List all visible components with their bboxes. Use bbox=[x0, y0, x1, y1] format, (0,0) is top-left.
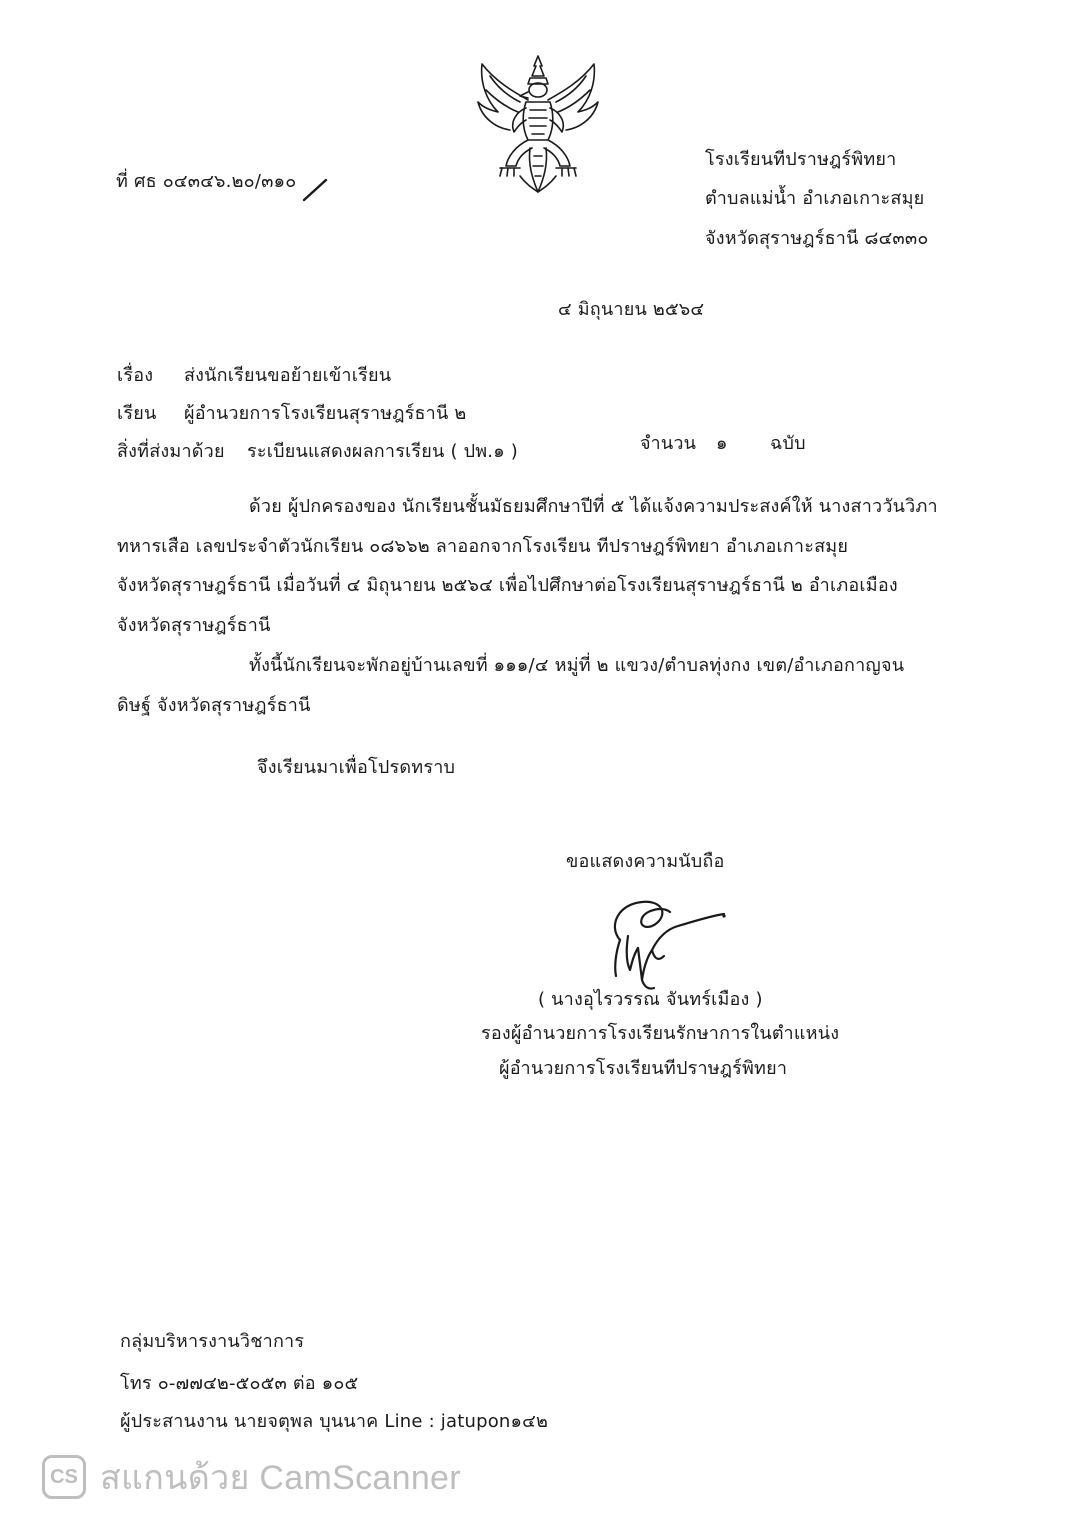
letter-date: ๔ มิถุนายน ๒๕๖๔ bbox=[558, 299, 705, 320]
regards-text: ขอแสดงความนับถือ bbox=[566, 851, 725, 872]
recipient-label: เรียน bbox=[117, 403, 157, 424]
enclosure-amount-unit: ฉบับ bbox=[770, 433, 806, 454]
closing-request: จึงเรียนมาเพื่อโปรดทราบ bbox=[257, 757, 456, 778]
body-para1-line3: จังหวัดสุราษฎร์ธานี เมื่อวันที่ ๔ มิถุนายน ๒๕๖๔ เพื่อไปศึกษาต่อโรงเรียนสุราษฎร์ธานี ๒ อำเภอเมือง bbox=[117, 575, 898, 596]
recipient-value: ผู้อำนวยการโรงเรียนสุราษฎร์ธานี ๒ bbox=[184, 403, 467, 424]
body-para1-line1: ด้วย ผู้ปกครองของ นักเรียนชั้นมัธยมศึกษาปีที่ ๕ ได้แจ้งความประสงค์ให้ นางสาววันวิภา bbox=[249, 496, 938, 517]
body-para2-line1: ทั้งนี้นักเรียนจะพักอยู่บ้านเลขที่ ๑๑๑/๔ หมู่ที่ ๒ แขวง/ตำบลทุ่งกง เขต/อำเภอกาญจน bbox=[249, 655, 905, 676]
signer-position-line1: รองผู้อำนวยการโรงเรียนรักษาการในตำแหน่ง bbox=[481, 1023, 840, 1044]
document-number: ที่ ศธ ๐๔๓๔๖.๒๐/๓๑๐ bbox=[116, 171, 297, 192]
garuda-emblem-icon bbox=[470, 52, 606, 198]
school-address-line1: ตำบลแม่น้ำ อำเภอเกาะสมุย bbox=[705, 188, 925, 209]
body-para1-line2: ทหารเสือ เลขประจำตัวนักเรียน ๐๘๖๖๒ ลาออกจากโรงเรียน ทีปราษฎร์พิทยา อำเภอเกาะสมุย bbox=[117, 536, 849, 557]
body-para2-line2: ดิษฐ์ จังหวัดสุราษฎร์ธานี bbox=[117, 695, 311, 716]
doc-number-mark bbox=[300, 176, 330, 204]
subject-label: เรื่อง bbox=[117, 365, 154, 386]
enclosure-value: ระเบียนแสดงผลการเรียน ( ปพ.๑ ) bbox=[247, 441, 519, 462]
camscanner-text: สแกนด้วย CamScanner bbox=[100, 1459, 461, 1497]
body-para1-line4: จังหวัดสุราษฎร์ธานี bbox=[117, 615, 271, 636]
subject-value: ส่งนักเรียนขอย้ายเข้าเรียน bbox=[184, 365, 392, 386]
footer-phone: โทร ๐-๗๗๔๒-๕๐๕๓ ต่อ ๑๐๕ bbox=[120, 1373, 359, 1394]
enclosure-label: สิ่งที่ส่งมาด้วย bbox=[117, 441, 225, 462]
camscanner-logo-icon: CS bbox=[42, 1455, 86, 1499]
signer-position-line2: ผู้อำนวยการโรงเรียนทีปราษฎร์พิทยา bbox=[499, 1058, 788, 1079]
enclosure-amount-value: ๑ bbox=[716, 433, 728, 454]
camscanner-watermark bbox=[42, 1452, 461, 1502]
footer-coordinator: ผู้ประสานงาน นายจตุพล บุนนาค Line : jatupon๑๔๒ bbox=[120, 1411, 549, 1432]
school-address-line2: จังหวัดสุราษฎร์ธานี ๘๔๓๓๐ bbox=[705, 228, 929, 249]
handwritten-signature bbox=[598, 896, 730, 992]
school-name: โรงเรียนทีปราษฎร์พิทยา bbox=[705, 149, 897, 170]
footer-department: กลุ่มบริหารงานวิชาการ bbox=[120, 1331, 305, 1352]
enclosure-amount-label: จำนวน bbox=[640, 433, 697, 454]
signer-name: ( นางอุไรวรรณ จันทร์เมือง ) bbox=[538, 989, 763, 1010]
